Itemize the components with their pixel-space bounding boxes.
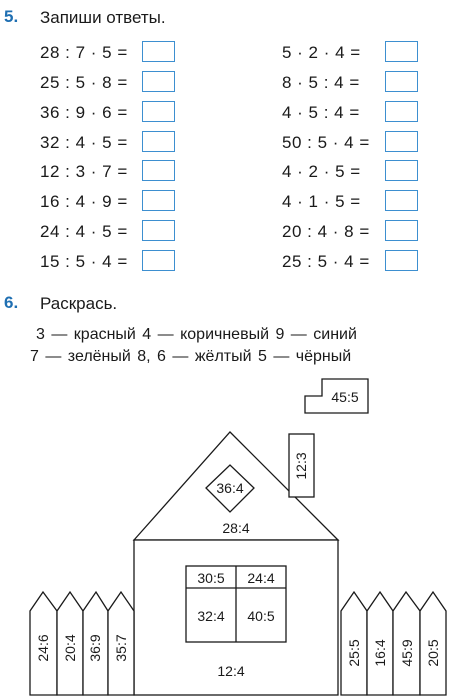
fence-right-label: 16:4 bbox=[372, 639, 388, 667]
color-legend-line-2: 7 — зелёный 8, 6 — жёлтый 5 — чёрный bbox=[30, 348, 352, 365]
fence-left-label: 24:6 bbox=[35, 634, 51, 662]
expression: 25 : 5 · 8 = bbox=[40, 73, 128, 92]
fence-right-label: 25:5 bbox=[346, 639, 362, 667]
task-5-title: Запиши ответы. bbox=[40, 8, 166, 27]
expression: 20 : 4 · 8 = bbox=[282, 222, 370, 241]
color-legend-line-1: 3 — красный 4 — коричневый 9 — синий bbox=[36, 326, 357, 343]
chimney-top-label: 45:5 bbox=[331, 389, 359, 405]
window-pane-label: 40:5 bbox=[247, 608, 275, 624]
expression: 24 : 4 · 5 = bbox=[40, 222, 128, 241]
fence-left-label: 20:4 bbox=[62, 634, 78, 662]
expression: 36 : 9 · 6 = bbox=[40, 103, 128, 122]
window-pane-label: 32:4 bbox=[197, 608, 225, 624]
window-pane-label: 24:4 bbox=[247, 570, 275, 586]
expression: 12 : 3 · 7 = bbox=[40, 162, 128, 181]
fence-left-label: 36:9 bbox=[87, 634, 103, 662]
expression: 32 : 4 · 5 = bbox=[40, 133, 128, 152]
fence-left-label: 35:7 bbox=[113, 634, 129, 662]
expression: 5 · 2 · 4 = bbox=[282, 43, 361, 62]
expression: 15 : 5 · 4 = bbox=[40, 252, 128, 271]
expression: 4 · 2 · 5 = bbox=[282, 162, 361, 181]
expression: 28 : 7 · 5 = bbox=[40, 43, 128, 62]
wall-label: 12:4 bbox=[217, 663, 245, 679]
expression: 25 : 5 · 4 = bbox=[282, 252, 370, 271]
expression: 16 : 4 · 9 = bbox=[40, 192, 128, 211]
expression: 50 : 5 · 4 = bbox=[282, 133, 370, 152]
task-6-number: 6. bbox=[4, 293, 19, 312]
expression: 4 · 5 : 4 = bbox=[282, 103, 360, 122]
expression: 4 · 1 · 5 = bbox=[282, 192, 361, 211]
task-5-number: 5. bbox=[4, 7, 19, 26]
fence-right-label: 20:5 bbox=[425, 639, 441, 667]
task-6-title: Раскрась. bbox=[40, 294, 118, 313]
chimney-label: 12:3 bbox=[293, 452, 309, 480]
window-pane-label: 30:5 bbox=[197, 570, 225, 586]
expression: 8 · 5 : 4 = bbox=[282, 73, 360, 92]
fence-right-label: 45:9 bbox=[399, 639, 415, 667]
roof-label: 28:4 bbox=[222, 520, 250, 536]
roof-window-label: 36:4 bbox=[216, 480, 244, 496]
